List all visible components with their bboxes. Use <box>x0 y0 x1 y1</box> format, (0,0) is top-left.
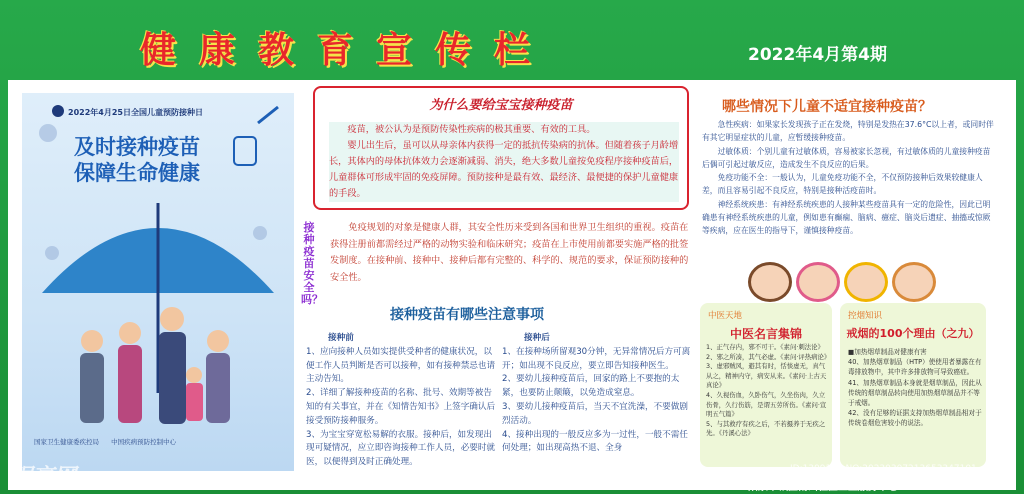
poster-org-1: 国家卫生健康委疾控局 <box>34 438 99 446</box>
tcm-list <box>706 343 831 439</box>
poster-headline-1: 及时接种疫苗 <box>74 135 200 159</box>
watermark-url: www.nipic.com <box>128 470 239 485</box>
safety-paragraph: 免疫规划的对象是健康人群，其安全性历来受到各国和世界卫生组织的重视。疫苗在获得注册前都需经过严格的动物实验和临床研究；疫苗在上市使用前都要实施严格的批签发制度。在接种前、接种中、接种后都有完整的、科学的、规范的要求，保证预防接种的安全性。 <box>330 222 689 283</box>
poster-org-2: 中国疾病预防控制中心 <box>111 438 177 446</box>
child-face-icon <box>748 262 792 302</box>
footer-org: 阳泉市城区南山社区卫生服务中心 <box>748 482 898 493</box>
watermark-id: ID:1399159 NO:20230307213653347101 <box>790 464 977 474</box>
smoking-box <box>840 303 986 467</box>
poster-headline-2: 保障生命健康 <box>74 161 200 185</box>
tcm-item: 1、正气存内，邪不可干。《素问·刺法论》 <box>706 343 824 351</box>
virus-icon <box>39 124 57 142</box>
before-item: 2、详细了解接种疫苗的名称、批号、效期等被告知的有关事宜，并在《知情告知书》上签字确认后接受预防接种服务。 <box>306 388 496 426</box>
smoking-item: 40、加热烟草制品（HTP）使使用者暴露在有毒排放物中，其中许多排放物可导致癌症。 <box>848 358 982 377</box>
why-title: 为什么要给宝宝接种疫苗 <box>429 98 573 113</box>
tcm-item: 2、邪之所凑，其气必虚。《素问·评热病论》 <box>706 352 831 361</box>
mother-figure <box>119 322 141 344</box>
page-title: 健康教育宣传栏 <box>140 29 554 71</box>
after-label: 接种后 <box>524 333 550 343</box>
tcm-tag: 中医天地 <box>708 311 743 321</box>
unsuitable-paragraph: 过敏体质：个别儿童有过敏体质，容易被家长忽视，有过敏体质的儿童接种疫苗后偶可引起过敏反应，造成发生不良反应的后果。 <box>702 146 991 169</box>
after-item: 3、要幼儿接种疫苗后，当天不宜洗澡，不要做剧烈活动。 <box>502 401 688 426</box>
before-item: 3、为宝宝穿宽松易解的衣服。接种后，如发现出现可疑情况，应立即咨询接种工作人员，必要时就医，以便得到及时正确处理。 <box>306 429 496 468</box>
why-paragraph: 婴儿出生后，虽可以从母亲体内获得一定的抵抗传染病的抗体。但随着孩子月龄增长，其体内的母体抗体效力会逐渐减弱、消失，绝大多数儿童按免疫程序接种疫苗后，儿童群体可形成牢固的免疫屏障。预防接种是最有效、最经济、最便捷的保护儿童健康的手段。 <box>329 140 679 199</box>
tcm-item: 4、久视伤血，久卧伤气，久坐伤肉，久立伤骨，久行伤筋，是谓五劳所伤。《素问·宣明五气篇》 <box>706 390 827 419</box>
logo-icon <box>52 105 64 117</box>
before-item: 1、应向接种人员如实提供受种者的健康状况，以便工作人员判断是否可以接种，如有接种禁忌也请主动告知。 <box>306 346 496 385</box>
child-figure <box>186 367 202 383</box>
father-figure <box>160 307 184 331</box>
notes-after-column <box>502 332 692 456</box>
unsuitable-paragraph: 神经系统疾患：有神经系统疾患的人接种某些疫苗具有一定的危险性，因此已明确患有神经系统疾患的儿童，例如患有癫痫、脑病、癔症、脑炎后遗症、抽搐或惊厥等疾病，应在医生的指导下，谨慎接种疫苗。 <box>702 199 991 236</box>
child-face-icon <box>844 262 888 302</box>
notes-title: 接种疫苗有哪些注意事项 <box>390 307 544 323</box>
child-face-icon <box>796 262 840 302</box>
issue-label: 2022年4月第4期 <box>748 45 887 65</box>
why-paragraph: 疫苗，被公认为是预防传染性疾病的极其重要、有效的工具。 <box>347 124 596 135</box>
notes-before-column <box>306 332 500 470</box>
tcm-item: 5、与其救疗有疾之后，不若摄养于无疾之先。《丹溪心法》 <box>706 419 826 438</box>
why-text <box>329 122 679 202</box>
smoking-item: 41、加热烟草制品本身就是烟草制品，因此从传统的烟草制品转向使用加热烟草制品并不等于戒烟。 <box>848 378 982 408</box>
vaccine-vial-icon <box>234 137 256 165</box>
smoking-tag: 控烟知识 <box>848 311 883 321</box>
unsuitable-title: 哪些情况下儿童不适宜接种疫苗？ <box>722 99 932 115</box>
after-item: 4、接种出现的一般反应多为一过性，一般不需任何处理；如出现高热不退、全身 <box>502 429 688 454</box>
poster-footer <box>34 437 186 446</box>
tcm-item: 3、虚邪贼风，避其有时，恬惔虚无，真气从之，精神内守，病安从来。《素问·上古天真论》 <box>706 362 827 390</box>
smoking-item: ■加热烟草制品对健康有害 <box>848 348 927 356</box>
children-illustration <box>748 262 978 302</box>
grandma-figure <box>207 330 229 352</box>
smoking-item: 42、没有足够的证据支持加热烟草制品相对于传统卷烟危害较小的说法。 <box>848 409 982 428</box>
child-face-icon <box>892 262 936 302</box>
unsuitable-text <box>702 118 994 238</box>
before-label: 接种前 <box>328 333 354 343</box>
after-item: 2、要幼儿接种疫苗后，回家的路上不要抱的太紧，也要防止颠簸，以免造成窒息。 <box>502 374 680 399</box>
unsuitable-paragraph: 免疫功能不全：一般认为，儿童免疫功能不全，不仅预防接种后效果较健康人差，而且容易引起不良反应，特别是接种活疫苗时。 <box>702 173 983 196</box>
tcm-title: 中医名言集锦 <box>729 327 802 341</box>
watermark-brand: 昵享网 <box>10 465 77 490</box>
syringe-icon <box>258 107 278 123</box>
unsuitable-paragraph: 急性疾病：如果家长发现孩子正在发烧，特别是发热在37.6°C以上者，或同时伴有其它明显症状的儿童，应暂缓接种疫苗。 <box>702 120 994 143</box>
virus-icon <box>253 226 267 240</box>
safety-vertical-label: 接种疫苗安全吗？ <box>301 221 323 306</box>
poster-date-line: 2022年4月25日全国儿童预防接种日 <box>68 108 203 117</box>
virus-icon <box>45 246 59 260</box>
vaccination-poster <box>22 93 294 471</box>
after-item: 1、在接种场所留观30分钟，无异常情况后方可离开；如出现不良反应，要立即告知接种医生。 <box>502 346 691 371</box>
smoking-list <box>848 347 982 429</box>
grandpa-figure <box>81 330 103 352</box>
safety-text <box>330 220 690 286</box>
smoking-title: 戒烟的100个理由（之九） <box>846 327 980 340</box>
why-vaccinate-box <box>313 86 689 210</box>
tcm-box <box>700 303 832 467</box>
